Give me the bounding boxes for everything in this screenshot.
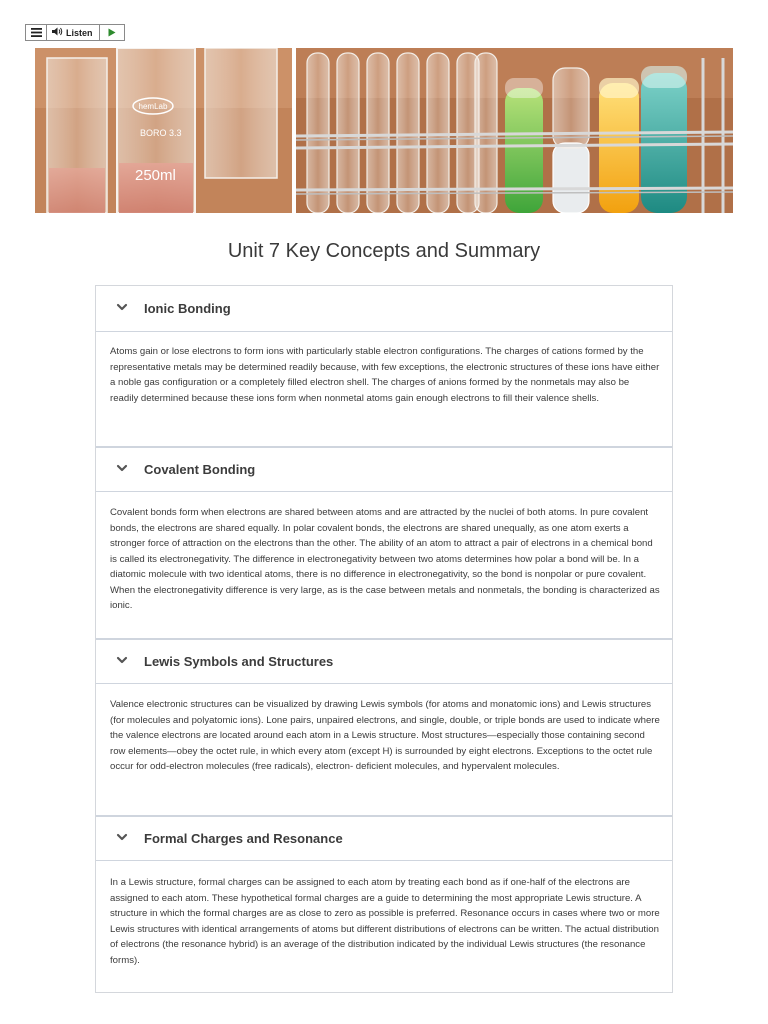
- accordion-body-lewis-symbols: Valence electronic structures can be visualized by drawing Lewis symbols (for atoms and monatomic ions) and Lewis structures (for molecules and polyatomic ions). Lone pairs, unpaired electrons, and single, double, or triple bonds are used to indicate where the valence electrons are located around each atom in a Lewis structure. Most structures—especially those containing second row elements—obey the octet rule, in which every atom (except H) is surrounded by eight electrons. Exceptions to the octet rule occur for odd-electron molecules (free radicals), electron- deficient molecules, and hypervalent molecules.: [110, 699, 660, 772]
- chevron-down-icon: [116, 302, 128, 312]
- hamburger-menu-icon[interactable]: [26, 25, 47, 40]
- accordion: [95, 285, 673, 993]
- beaker-volume-label: 250ml: [135, 167, 176, 184]
- chevron-down-icon: [116, 655, 128, 665]
- accordion-title: Formal Charges and Resonance: [144, 831, 343, 846]
- accordion-body-ionic-bonding: Atoms gain or lose electrons to form ions with particularly stable electron configurations. The charges of cations formed by the representative metals may be determined readily because, with few exceptions, the electronic structures of these ions have either a noble gas configuration or a completely filled electron shell. The charges of anions formed by the nonmetals may also be readily determined because these ions form when nonmetal atoms gain enough electrons to fill their valence shells.: [110, 346, 660, 404]
- page-title: Unit 7 Key Concepts and Summary: [227, 240, 541, 262]
- chevron-down-icon: [116, 463, 128, 473]
- accordion-header-formal-charges[interactable]: [96, 815, 672, 861]
- chevron-down-icon: [116, 832, 128, 842]
- accordion-title: Covalent Bonding: [144, 462, 256, 477]
- accordion-header-lewis-symbols[interactable]: [96, 638, 672, 684]
- lab-glassware-test-tubes-image: [35, 48, 733, 213]
- accordion-body-covalent-bonding: Covalent bonds form when electrons are shared between atoms and are attracted by the nuclei of both atoms. In pure covalent bonds, the electrons are shared equally. In polar covalent bonds, the electrons are shared unequally, as one atom exerts a stronger force of attraction on the electrons than the other. The ability of an atom to attract a pair of electrons in a chemical bond is called its electronegativity. The difference in electronegativity between two atoms determines how polar a bond will be. In a diatomic molecule with two identical atoms, there is no difference in electronegativity, so the bond is nonpolar or pure covalent. When the electronegativity difference is very large, as is the case between metals and nonmetals, the bonding is characterized as ionic.: [110, 507, 660, 611]
- accordion-title: Lewis Symbols and Structures: [144, 654, 334, 669]
- accordion-header-covalent-bonding[interactable]: [96, 446, 672, 492]
- beaker-brand-label: hemLab: [138, 102, 168, 111]
- beaker-glass-label: BORO 3.3: [140, 128, 182, 138]
- listen-label: Listen: [66, 27, 93, 38]
- accordion-body-formal-charges: In a Lewis structure, formal charges can be assigned to each atom by treating each bond as if one-half of the electrons are assigned to each atom. These hypothetical formal charges are a guide to determining the most appropriate Lewis structure. A structure in which the formal charges are as close to zero as possible is preferred. Resonance occurs in cases where two or more Lewis structures with identical arrangements of atoms but different distributions of electrons can be written. The actual distribution of electrons (the resonance hybrid) is an average of the distribution indicated by the individual Lewis structures (the resonance forms).: [110, 877, 660, 966]
- listen-button[interactable]: [47, 25, 100, 40]
- accordion-header-ionic-bonding[interactable]: [96, 286, 672, 332]
- accordion-title: Ionic Bonding: [144, 301, 231, 316]
- play-icon[interactable]: [100, 25, 124, 40]
- speaker-icon: [52, 27, 63, 38]
- listen-toolbar: [25, 24, 125, 41]
